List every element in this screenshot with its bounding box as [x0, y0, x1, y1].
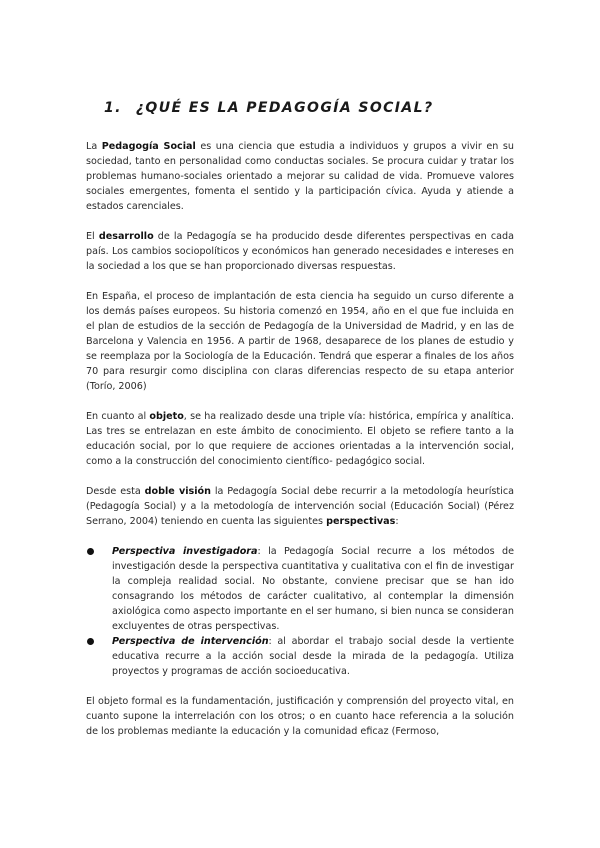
paragraph-development: [86, 229, 514, 274]
text-run: : al abordar el trabajo social desde la vertiente educativa recurre a la acción social desde la mirada de la pedagogía. Utiliza proyectos y programas de acción socioeducativa.: [112, 636, 514, 677]
list-item-text: [112, 544, 514, 634]
paragraph-formal-object: El objeto formal es la fundamentación, justificación y comprensión del proyecto vital, en cuanto supone la interrelación con los otros; o en cuanto hace referencia a la solución de los problemas mediante la educación y la comunidad eficaz (Fermoso,: [86, 696, 514, 737]
list-item-text: [112, 634, 514, 679]
body-text: [86, 139, 514, 754]
perspectives-list: [86, 544, 514, 679]
section-heading: [104, 100, 433, 116]
section-title: ¿QUÉ ES LA PEDAGOGÍA SOCIAL?: [135, 100, 434, 116]
bullet-icon: [87, 548, 94, 555]
text-run: El: [86, 231, 99, 242]
bold-term: objeto: [149, 411, 184, 422]
text-run: :: [395, 516, 399, 527]
list-item: [86, 544, 514, 634]
text-run: La: [86, 141, 102, 152]
text-run: Desde esta: [86, 486, 145, 497]
list-item: [86, 634, 514, 679]
text-run: la Pedagogía Social debe recurrir a la metodología heurística (Pedagogía Social) y a la metodología de intervención social (Educación Social) (Pérez Serrano, 2004) teniendo en cuenta las siguientes: [86, 486, 514, 527]
bold-term: Pedagogía Social: [101, 141, 196, 152]
paragraph-history: En España, el proceso de implantación de esta ciencia ha seguido un curso diferente a los demás países europeos. Su historia comenzó en 1954, año en el que fue incluida en el plan de estudios de la sección de Pedagogía de la Universidad de Madrid, y en las de Barcelona y Valencia en 1956. A partir de 1968, desaparece de los planes de estudio y se reemplaza por la Sociología de la Educación. Tendrá que esperar a finales de los años 70 para resurgir como disciplina con claras diferencias respecto de su etapa anterior (Torío, 2006): [86, 291, 514, 392]
bullet-icon: [87, 638, 94, 645]
text-run: de la Pedagogía se ha producido desde diferentes perspectivas en cada país. Los cambios sociopolíticos y económicos han generado necesidades e intereses en la sociedad a los que se han proporcionado diversas respuestas.: [86, 231, 514, 272]
text-run: : la Pedagogía Social recurre a los métodos de investigación desde la perspectiva cuantitativa y cualitativa con el fin de investigar la compleja realidad social. No obstante, conviene precisar que se han ido consagrando los métodos de carácter cualitativo, al contemplar la dimensión axiológica como aspecto importante en el ser humano, si bien nunca se consideran excluyentes de otras perspectivas.: [112, 546, 515, 632]
paragraph-definition: [86, 139, 514, 214]
bold-term: desarrollo: [98, 231, 154, 242]
paragraph-double-vision: [86, 484, 514, 529]
bullet-term: Perspectiva investigadora: [112, 546, 258, 557]
bullet-term: Perspectiva de intervención: [112, 636, 269, 647]
bold-term: doble visión: [144, 486, 211, 497]
section-number: 1.: [104, 100, 122, 116]
text-run: es una ciencia que estudia a individuos y grupos a vivir en su sociedad, tanto en personalidad como conductas sociales. Se procura cuidar y tratar los problemas humano-sociales orientado a mejorar su calidad de vida. Promueve valores sociales emergentes, fomenta el sentido y la participación cívica. Ayuda y atiende a estados carenciales.: [86, 141, 515, 212]
paragraph-object: [86, 409, 514, 469]
bold-term: perspectivas: [326, 516, 396, 527]
text-run: , se ha realizado desde una triple vía: histórica, empírica y analítica. Las tres se entrelazan en este ámbito de conocimiento. El objeto se refiere tanto a la educación social, por lo que requiere de acciones orientadas a la intervención social, como a la construcción del conocimiento científico- pedagógico social.: [86, 411, 514, 467]
text-run: En cuanto al: [86, 411, 150, 422]
